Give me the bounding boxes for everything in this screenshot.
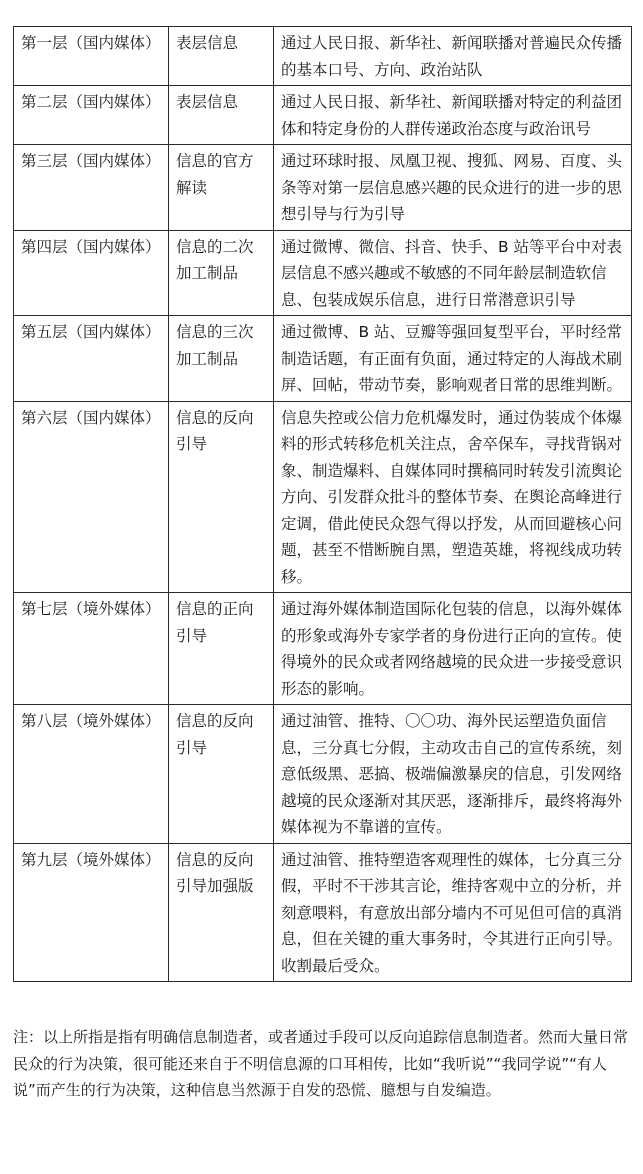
table-row <box>14 401 632 593</box>
table-row <box>14 230 632 316</box>
layer-cell: 第七层（境外媒体） <box>14 593 169 705</box>
table-row <box>14 705 632 844</box>
info-type-cell: 信息的三次加工制品 <box>169 316 274 402</box>
description-cell: 通过海外媒体制造国际化包装的信息，以海外媒体的形象或海外专家学者的身份进行正向的宣传。使得境外的民众或者网络越境的民众进一步接受意识形态的影响。 <box>274 593 632 705</box>
description-cell: 通过环球时报、凤凰卫视、搜狐、网易、百度、头条等对第一层信息感兴趣的民众进行的进一步的思想引导与行为引导 <box>274 145 632 231</box>
info-type-cell: 信息的反向引导 <box>169 401 274 593</box>
layer-cell: 第六层（国内媒体） <box>14 401 169 593</box>
footnote: 注：以上所指是指有明确信息制造者，或者通过手段可以反向追踪信息制造者。然而大量日常民众的行为决策，很可能还来自于不明信息源的口耳相传，比如“我听说”“我同学说”“有人说”而产生的行为决策，这种信息当然源于自发的恐慌、臆想与自发编造。 <box>13 1028 629 1099</box>
info-type-cell: 信息的反向引导 <box>169 705 274 844</box>
info-type-cell: 信息的反向引导加强版 <box>169 843 274 982</box>
layer-cell: 第四层（国内媒体） <box>14 230 169 316</box>
info-type-cell: 信息的二次加工制品 <box>169 230 274 316</box>
info-type-cell: 信息的正向引导 <box>169 593 274 705</box>
description-cell: 通过人民日报、新华社、新闻联播对普遍民众传播的基本口号、方向、政治站队 <box>274 27 632 86</box>
table-row <box>14 843 632 982</box>
info-type-cell: 信息的官方解读 <box>169 145 274 231</box>
info-type-cell: 表层信息 <box>169 27 274 86</box>
layer-cell: 第一层（国内媒体） <box>14 27 169 86</box>
description-cell: 通过微博、微信、抖音、快手、B 站等平台中对表层信息不感兴趣或不敏感的不同年龄层制造软信息、包装成娱乐信息，进行日常潜意识引导 <box>274 230 632 316</box>
table-row <box>14 593 632 705</box>
description-cell: 通过油管、推特塑造客观理性的媒体，七分真三分假，平时不干涉其言论，维持客观中立的分析，并刻意喂料，有意放出部分墙内不可见但可信的真消息，但在关键的重大事务时，令其进行正向引导。收割最后受众。 <box>274 843 632 982</box>
description-cell: 通过人民日报、新华社、新闻联播对特定的利益团体和特定身份的人群传递政治态度与政治讯号 <box>274 86 632 145</box>
layer-cell: 第九层（境外媒体） <box>14 843 169 982</box>
layer-cell: 第八层（境外媒体） <box>14 705 169 844</box>
description-cell: 信息失控或公信力危机爆发时，通过伪装成个体爆料的形式转移危机关注点，舍卒保车，寻找背锅对象、制造爆料、自媒体同时撰稿同时转发引流舆论方向、引发群众批斗的整体节奏、在舆论高峰进行定调，借此使民众怨气得以抒发，从而回避核心问题，甚至不惜断腕自黑，塑造英雄，将视线成功转移。 <box>274 401 632 593</box>
table-row <box>14 86 632 145</box>
table-row <box>14 316 632 402</box>
layer-cell: 第五层（国内媒体） <box>14 316 169 402</box>
media-layers-table <box>13 26 632 982</box>
table-row <box>14 27 632 86</box>
table-row <box>14 145 632 231</box>
info-type-cell: 表层信息 <box>169 86 274 145</box>
description-cell: 通过油管、推特、〇〇功、海外民运塑造负面信息，三分真七分假，主动攻击自己的宣传系统，刻意低级黑、恶搞、极端偏激暴戾的信息，引发网络越境的民众逐渐对其厌恶，逐渐排斥，最终将海外媒体视为不靠谱的宣传。 <box>274 705 632 844</box>
description-cell: 通过微博、B 站、豆瓣等强回复型平台，平时经常制造话题，有正面有负面，通过特定的人海战术刷屏、回帖，带动节奏，影响观者日常的思维判断。 <box>274 316 632 402</box>
layer-cell: 第二层（国内媒体） <box>14 86 169 145</box>
layer-cell: 第三层（国内媒体） <box>14 145 169 231</box>
